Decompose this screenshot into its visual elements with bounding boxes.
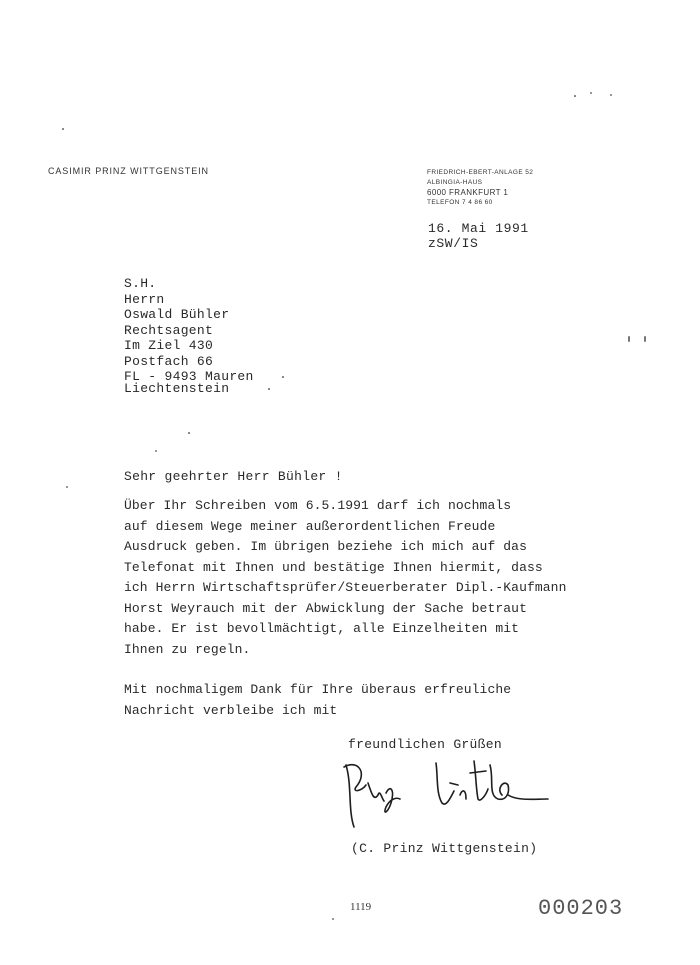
scan-speck <box>62 128 64 130</box>
recipient-line: Im Ziel 430 <box>124 338 214 353</box>
page-number: 1119 <box>350 901 372 913</box>
sender-address <box>427 168 533 208</box>
document-id-stamp: 000203 <box>538 896 624 921</box>
recipient-line: FL - 9493 Mauren <box>124 369 254 384</box>
body-line: Mit nochmaligem Dank für Ihre überaus erfreuliche <box>124 682 512 697</box>
recipient-country: Liechtenstein <box>124 381 230 396</box>
scan-speck <box>628 336 630 342</box>
recipient-line: Herrn <box>124 291 165 307</box>
letter-date: 16. Mai 1991 <box>428 221 529 236</box>
recipient-address <box>124 276 254 385</box>
salutation: Sehr geehrter Herr Bühler ! <box>124 469 343 484</box>
scan-speck <box>188 432 190 434</box>
body-line: habe. Er ist bevollmächtigt, alle Einzelheiten mit <box>124 621 520 636</box>
sender-address-line: FRIEDRICH-EBERT-ANLAGE 52 <box>427 169 534 176</box>
body-line: Ihnen zu regeln. <box>124 641 251 657</box>
date-block <box>428 221 529 251</box>
sender-address-line: TELEFON 7 4 86 60 <box>427 199 493 206</box>
recipient-line: Rechtsagent <box>124 322 214 338</box>
scan-speck <box>590 92 592 94</box>
scan-speck <box>155 450 157 452</box>
body-line: Horst Weyrauch mit der Abwicklung der Sache betraut <box>124 600 527 616</box>
scan-speck <box>282 376 284 378</box>
recipient-line: Oswald Bühler <box>124 307 230 322</box>
scan-speck <box>644 336 646 342</box>
body-line: Nachricht verbleibe ich mit <box>124 702 338 718</box>
letter-reference: zSW/IS <box>428 236 479 251</box>
scan-speck <box>66 486 68 488</box>
body-line: auf diesem Wege meiner außerordentlichen Freude <box>124 518 496 534</box>
scan-speck <box>332 918 334 920</box>
handwritten-signature <box>338 755 553 835</box>
body-line: Über Ihr Schreiben vom 6.5.1991 darf ich nochmals <box>124 498 512 513</box>
scan-speck <box>574 95 576 97</box>
signed-name: (C. Prinz Wittgenstein) <box>351 841 538 856</box>
letter-body <box>124 496 644 721</box>
sender-address-line: 6000 FRANKFURT 1 <box>427 188 509 197</box>
body-line: Ausdruck geben. Im übrigen beziehe ich mich auf das <box>124 539 527 554</box>
body-line: Telefonat mit Ihnen und bestätige Ihnen hiermit, dass <box>124 559 543 575</box>
scan-speck <box>268 388 270 390</box>
recipient-line: S.H. <box>124 276 157 291</box>
recipient-line: Postfach 66 <box>124 353 214 369</box>
body-line: ich Herrn Wirtschaftsprüfer/Steuerberater Dipl.-Kaufmann <box>124 580 567 595</box>
sender-address-line: ALBINGIA-HAUS <box>427 179 483 186</box>
sender-name: CASIMIR PRINZ WITTGENSTEIN <box>48 166 209 176</box>
scan-speck <box>610 94 612 96</box>
closing-phrase: freundlichen Grüßen <box>348 737 502 752</box>
